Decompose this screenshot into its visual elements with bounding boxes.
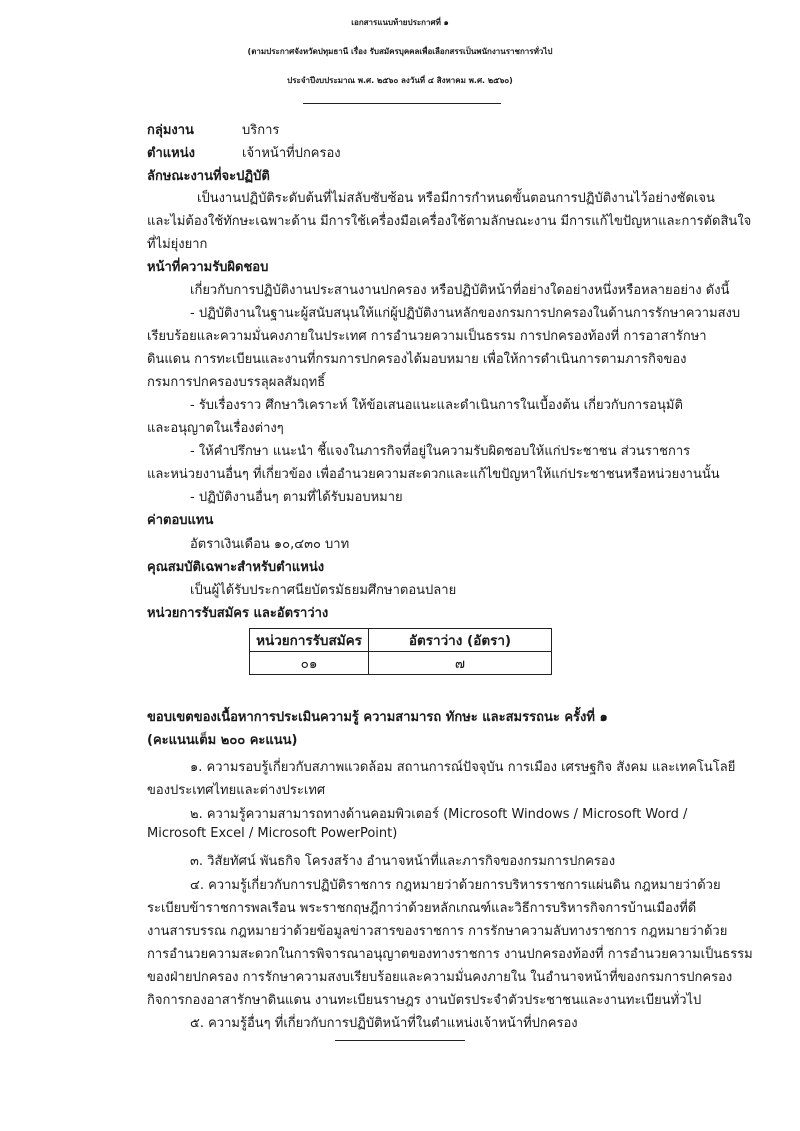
scope-line: ระเบียบข้าราชการพลเรือน พระราชกฤษฎีกาว่าด้วยหลักเกณฑ์และวิธีการบริหารกิจการบ้านเมืองที่ดี xyxy=(147,901,697,916)
duty-line: - ปฏิบัติงานอื่นๆ ตามที่ได้รับมอบหมาย xyxy=(190,490,403,505)
doc-subtitle-line1: (ตามประกาศจังหวัดปทุมธานี เรื่อง รับสมัครบุคคลเพื่อเลือกสรรเป็นพนักงานราชการทั่วไป xyxy=(247,47,553,56)
vacancy-table xyxy=(249,628,552,675)
scope-line: ๕. ความรู้อื่นๆ ที่เกี่ยวกับการปฏิบัติหน้าที่ในตำแหน่งเจ้าหน้าที่ปกครอง xyxy=(190,1016,578,1031)
duty-line: - ปฏิบัติงานในฐานะผู้สนับสนุนให้แก่ผู้ปฏิบัติงานหลักของกรมการปกครองในด้านการรักษาความสงบ xyxy=(190,306,741,321)
scope-line: การอำนวยความสะดวกในการพิจารณาอนุญาตของทางราชการ งานปกครองท้องที่ การอำนวยความเป็นธรรม xyxy=(147,947,753,962)
cell-vacancy: ๗ xyxy=(369,652,552,675)
nature-line: และไม่ต้องใช้ทักษะเฉพาะด้าน มีการใช้เครื่องมือเครื่องใช้ตามลักษณะงาน มีการแก้ไขปัญหาและการตัดสินใจ xyxy=(147,214,752,229)
scope-line: Microsoft Excel / Microsoft PowerPoint) xyxy=(147,826,398,841)
scope-line: กิจการกองอาสารักษาดินแดน งานทะเบียนราษฎร งานบัตรประจำตัวประชาชนและงานทะเบียนทั่วไป xyxy=(147,993,702,1008)
doc-title: เอกสารแนบท้ายประกาศที่ ๑ xyxy=(351,18,449,27)
col-unit-header: หน่วยการรับสมัคร xyxy=(250,629,369,652)
compensation-heading: ค่าตอบแทน xyxy=(147,513,214,528)
footer-divider xyxy=(335,1040,465,1041)
scope-score: (คะแนนเต็ม ๒๐๐ คะแนน) xyxy=(147,733,298,748)
duty-line: และหน่วยงานอื่นๆ ที่เกี่ยวข้อง เพื่ออำนวยความสะดวกและแก้ไขปัญหาให้แก่ประชาชนหรือหน่วยงานนั้น xyxy=(147,467,720,482)
header-divider xyxy=(303,103,501,104)
scope-heading: ขอบเขตของเนื้อหาการประเมินความรู้ ความสามารถ ทักษะ และสมรรถนะ ครั้งที่ ๑ xyxy=(147,710,608,725)
table-row xyxy=(250,652,552,675)
col-vacancy-header: อัตราว่าง (อัตรา) xyxy=(369,629,552,652)
position-value: เจ้าหน้าที่ปกครอง xyxy=(242,146,341,161)
scope-line: งานสารบรรณ กฎหมายว่าด้วยข้อมูลข่าวสารของราชการ การรักษาความลับทางราชการ กฎหมายว่าด้วย xyxy=(147,924,728,939)
cell-unit: ๐๑ xyxy=(250,652,369,675)
duty-line: ดินแดน การทะเบียนและงานที่กรมการปกครองได้มอบหมาย เพื่อให้การดำเนินการตามภารกิจของ xyxy=(147,352,687,367)
nature-line: เป็นงานปฏิบัติระดับต้นที่ไม่สลับซับซ้อน หรือมีการกำหนดขั้นตอนการปฏิบัติงานไว้อย่างชัดเจน xyxy=(197,191,715,206)
duties-heading: หน้าที่ความรับผิดชอบ xyxy=(147,260,269,275)
units-heading: หน่วยการรับสมัคร และอัตราว่าง xyxy=(147,606,329,621)
scope-line: ๔. ความรู้เกี่ยวกับการปฏิบัติราชการ กฎหมายว่าด้วยการบริหารราชการแผ่นดิน กฎหมายว่าด้วย xyxy=(190,878,721,893)
qualification-text: เป็นผู้ได้รับประกาศนียบัตรมัธยมศึกษาตอนปลาย xyxy=(190,583,457,598)
nature-line: ที่ไม่ยุ่งยาก xyxy=(147,237,208,252)
group-label: กลุ่มงาน xyxy=(147,123,194,138)
duty-line: และอนุญาตในเรื่องต่างๆ xyxy=(147,421,284,436)
salary-text: อัตราเงินเดือน ๑๐,๔๓๐ บาท xyxy=(190,537,350,552)
scope-line: ๓. วิสัยทัศน์ พันธกิจ โครงสร้าง อำนาจหน้าที่และภารกิจของกรมการปกครอง xyxy=(190,854,616,869)
nature-heading: ลักษณะงานที่จะปฏิบัติ xyxy=(147,169,270,184)
group-value: บริการ xyxy=(242,123,280,138)
position-label: ตำแหน่ง xyxy=(147,146,195,161)
scope-line: ของประเทศไทยและต่างประเทศ xyxy=(147,783,326,798)
scope-line: ๒. ความรู้ความสามารถทางด้านคอมพิวเตอร์ (Microsoft Windows / Microsoft Word / xyxy=(190,807,688,822)
duty-line: - รับเรื่องราว ศึกษาวิเคราะห์ ให้ข้อเสนอแนะและดำเนินการในเบื้องต้น เกี่ยวกับการอนุมัติ xyxy=(190,398,683,413)
qualification-heading: คุณสมบัติเฉพาะสำหรับตำแหน่ง xyxy=(147,560,325,575)
duty-line: เกี่ยวกับการปฏิบัติงานประสานงานปกครอง หรือปฏิบัติหน้าที่อย่างใดอย่างหนึ่งหรือหลายอย่าง ดังนี้ xyxy=(190,283,730,298)
duty-line: กรมการปกครองบรรลุผลสัมฤทธิ์ xyxy=(147,375,326,390)
doc-subtitle-line2: ประจำปีงบประมาณ พ.ศ. ๒๕๖๐ ลงวันที่ ๔ สิงหาคม พ.ศ. ๒๕๖๐) xyxy=(287,76,513,85)
scope-line: ๑. ความรอบรู้เกี่ยวกับสภาพแวดล้อม สถานการณ์ปัจจุบัน การเมือง เศรษฐกิจ สังคม และเทคโนโลยี xyxy=(190,760,736,775)
table-header-row xyxy=(250,629,552,652)
scope-line: ของฝ่ายปกครอง การรักษาความสงบเรียบร้อยและความมั่นคงภายใน ในอำนาจหน้าที่ของกรมการปกครอง xyxy=(147,970,733,985)
duty-line: เรียบร้อยและความมั่นคงภายในประเทศ การอำนวยความเป็นธรรม การปกครองท้องที่ การอาสารักษา xyxy=(147,329,707,344)
duty-line: - ให้คำปรึกษา แนะนำ ชี้แจงในภารกิจที่อยู่ในความรับผิดชอบให้แก่ประชาชน ส่วนราชการ xyxy=(190,444,691,459)
